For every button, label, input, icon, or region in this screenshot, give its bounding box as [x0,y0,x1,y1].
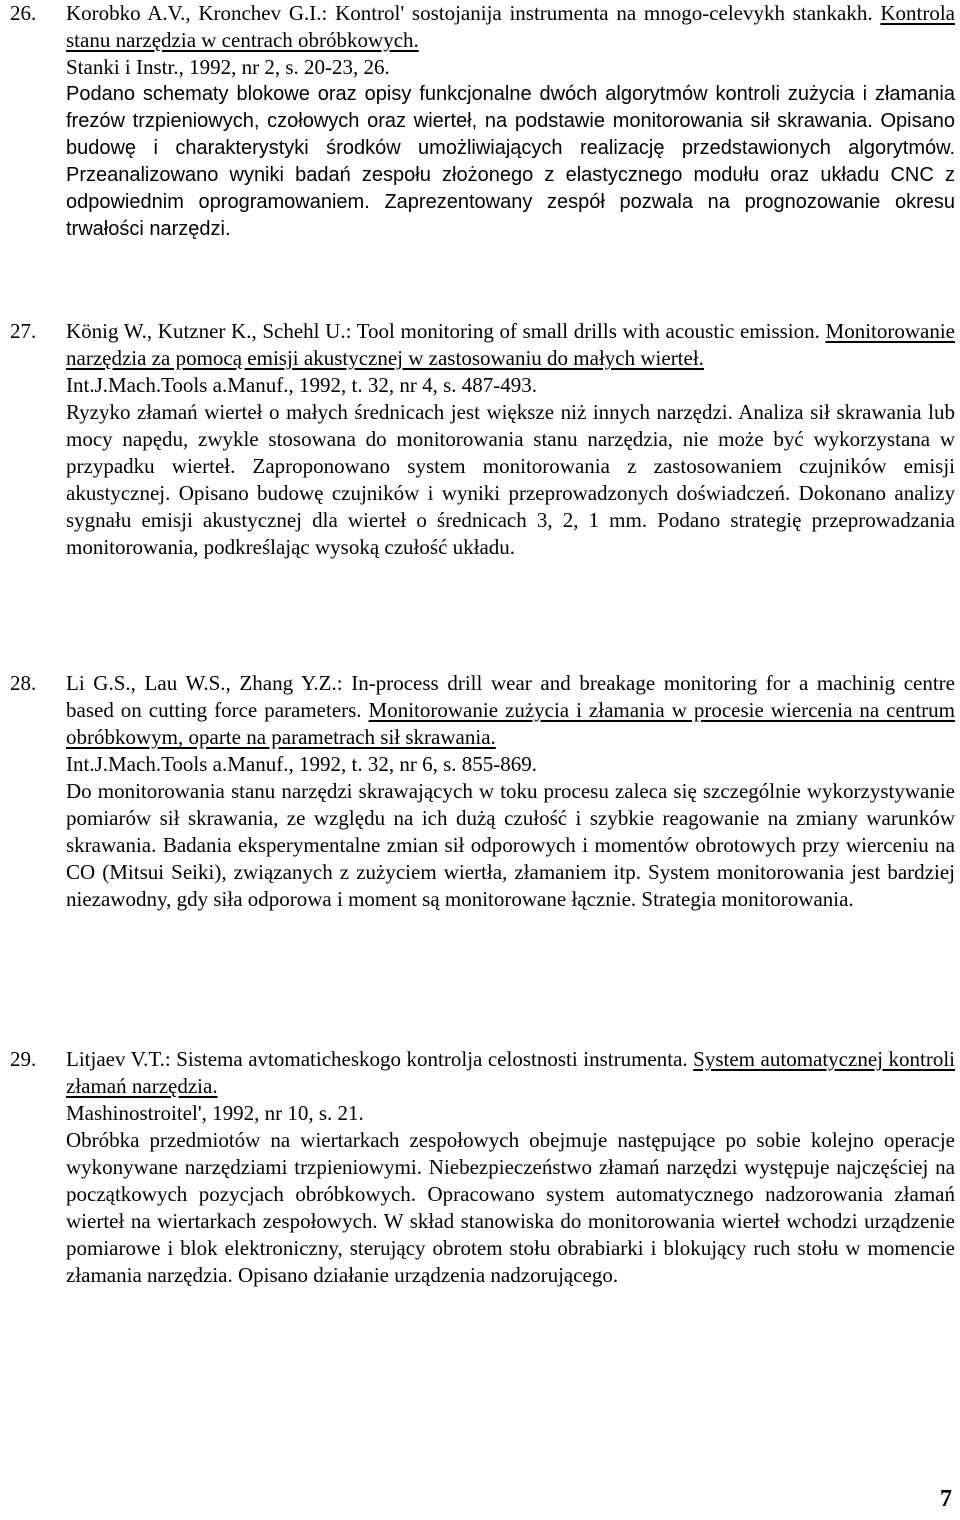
page-number: 7 [940,1486,952,1512]
entry-authors: Li G.S., Lau W.S., Zhang Y.Z.: In-process drill wear and breakage monitoring for a machinig centre based on cutting force parameters. Monitorowanie zużycia i złamania w procesie wiercenia na centrum obróbkowym, oparte na parametrach sił skrawania. [66,671,955,749]
entry-authors: König W., Kutzner K., Schehl U.: Tool monitoring of small drills with acoustic emission. Monitorowanie narzędzia za pomocą emisji akustycznej w zastosowaniu do małych wierteł. [66,319,955,370]
bibliography-entry-29 [10,1046,955,1289]
entry-source: Int.J.Mach.Tools a.Manuf., 1992, t. 32, nr 6, s. 855-869. [66,752,537,776]
entry-number: 27. [10,319,37,343]
entry-abstract: Ryzyko złamań wierteł o małych średnicach jest większe niż innych narzędzi. Analiza sił skrawania lub mocy napędu, zwykle stosowana do monitorowania stanu narzędzia, nie może być wykorzystana w przypadku wierteł. Zaproponowano system monitorowania z zastosowaniem czujników emisji akustycznej. Opisano budowę czujników i wyniki przeprowadzonych doświadczeń. Dokonano analizy sygnału emisji akustycznej dla wierteł o średnicach 3, 2, 1 mm. Podano strategię przeprowadzania monitorowania, podkreślając wysoką czułość układu. [66,400,955,559]
entry-title-pl: Kontrola stanu narzędzia w centrach obróbkowych. [66,1,956,52]
entry-authors: Litjaev V.T.: Sistema avtomaticheskogo kontrolja celostnosti instrumenta. System automatycznej kontroli złamań narzędzia. [66,1047,956,1098]
entry-abstract: Do monitorowania stanu narzędzi skrawających w toku procesu zaleca się szczególnie wykorzystywanie pomiarów sił skrawania, ze względu na ich dużą czułość i szybkie reagowanie na zmiany warunków skrawania. Badania eksperymentalne zmian sił odporowych i momentów obrotowych przy wierceniu na CO (Mitsui Seiki), związanych z zużyciem wiertła, złamaniem itp. System monitorowania jest bardziej niezawodny, gdy siła odporowa i moment są monitorowane łącznie. Strategia monitorowania. [66,779,955,911]
bibliography-entry-26 [10,0,955,243]
entry-number: 26. [10,1,37,25]
entry-number: 28. [10,671,37,695]
entry-abstract: Podano schematy blokowe oraz opisy funkcjonalne dwóch algorytmów kontroli zużycia i złamania frezów trzpieniowych, czołowych oraz wierteł, na podstawie monitorowania sił skrawania. Opisano budowę i charakterystyki środków umożliwiających realizację przedstawionych algorytmów. Przeanalizowano wyniki badań zespołu złożonego z elastycznego modułu oraz układu CNC z odpowiednim oprogramowaniem. Zaprezentowany zespół pozwala na prognozowanie okresu trwałości narzędzi. [66,83,955,240]
entry-title-pl: Monitorowanie narzędzia za pomocą emisji akustycznej w zastosowaniu do małych wierteł. [66,319,955,370]
entry-number: 29. [10,1047,37,1071]
entry-source: Stanki i Instr., 1992, nr 2, s. 20-23, 26. [66,55,390,79]
entry-source: Mashinostroitel', 1992, nr 10, s. 21. [66,1101,364,1125]
entry-title-pl: System automatycznej kontroli złamań narzędzia. [66,1047,956,1098]
bibliography-entry-28 [10,670,955,913]
entry-title-pl: Monitorowanie zużycia i złamania w procesie wiercenia na centrum obróbkowym, oparte na parametrach sił skrawania. [66,698,955,749]
entry-authors: Korobko A.V., Kronchev G.I.: Kontrol' sostojanija instrumenta na mnogo-celevykh stankakh. Kontrola stanu narzędzia w centrach obróbkowych. [66,1,956,52]
entry-abstract: Obróbka przedmiotów na wiertarkach zespołowych obejmuje następujące po sobie kolejno operacje wykonywane narzędziami trzpieniowymi. Niebezpieczeństwo złamań narzędzi występuje najczęściej na początkowych pozycjach obróbkowych. Opracowano system automatycznego nadzorowania złamań wierteł na wiertarkach zespołowych. W skład stanowiska do monitorowania wierteł wchodzi urządzenie pomiarowe i blok elektroniczny, sterujący obrotem stołu obrabiarki i blokujący ruch stołu w momencie złamania narzędzia. Opisano działanie urządzenia nadzorującego. [66,1128,955,1287]
entry-source: Int.J.Mach.Tools a.Manuf., 1992, t. 32, nr 4, s. 487-493. [66,373,537,397]
bibliography-entry-27 [10,318,955,561]
